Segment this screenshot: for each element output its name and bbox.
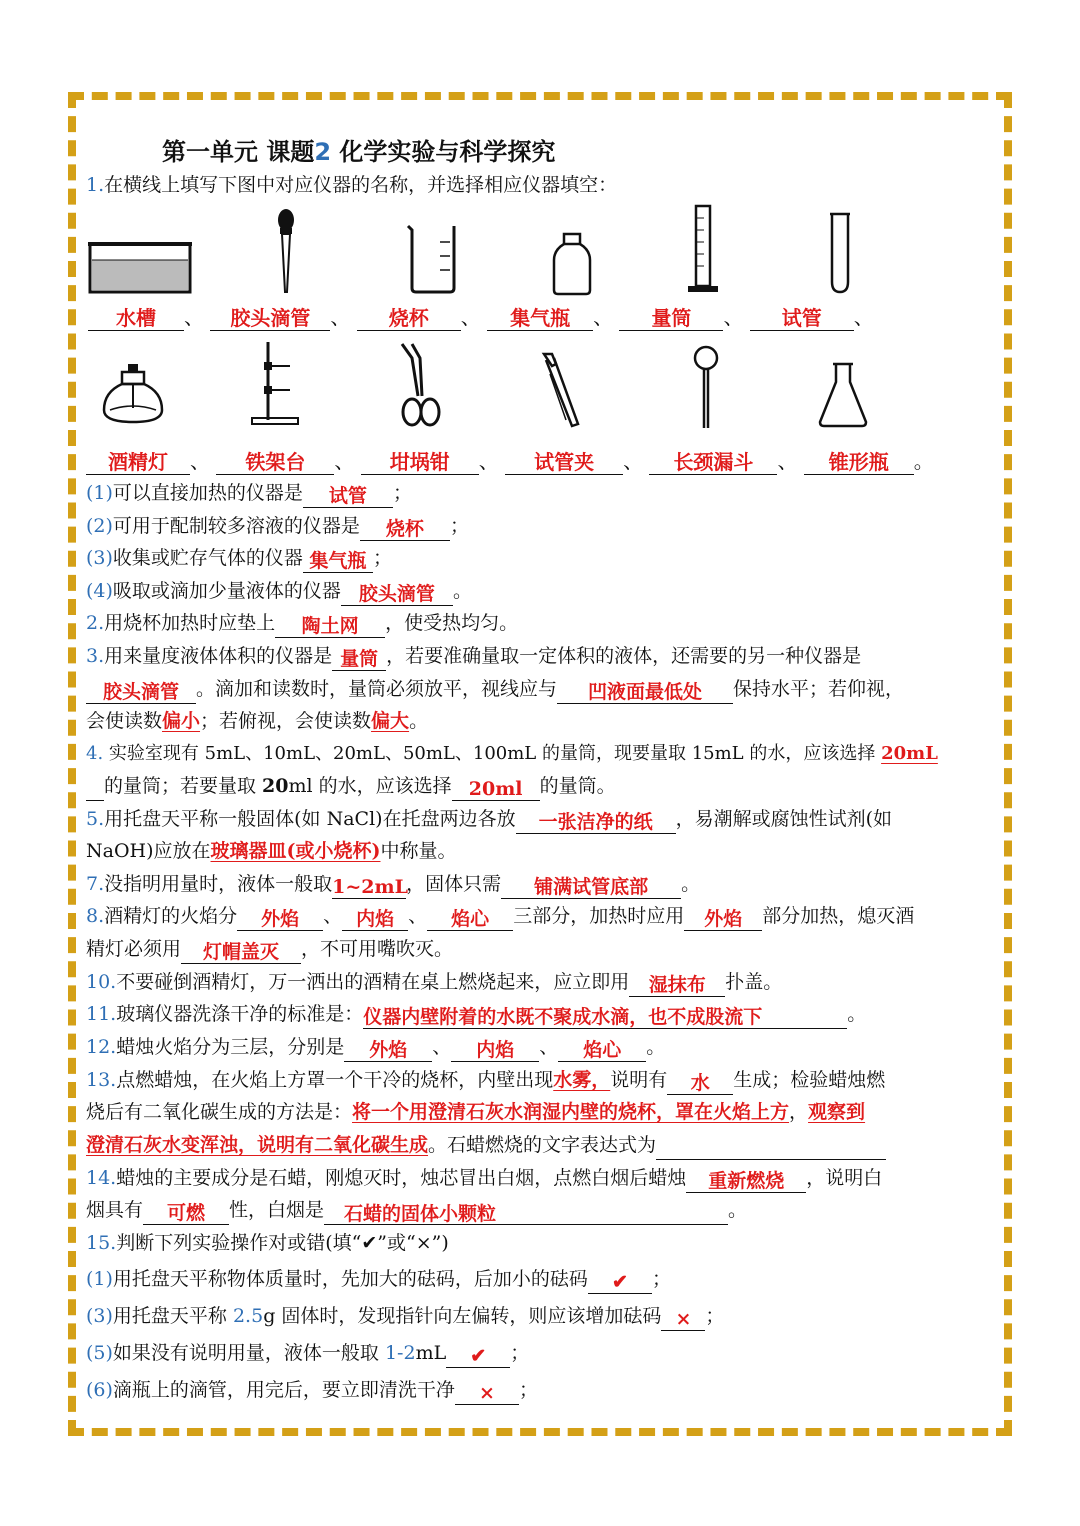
q14-line1: 14.蜡烛的主要成分是石蜡，刚熄灭时，烛芯冒出白烟，点燃白烟后蜡烛 重新燃烧 ，说明白	[86, 1167, 883, 1192]
answer-4: 集气瓶	[510, 306, 571, 330]
answer-6: 试管	[781, 306, 822, 330]
q12: 12.蜡烛火焰分为三层，分别是 外焰 、 内焰 、 焰心 。	[86, 1036, 666, 1061]
q1-sub-4: (4)吸取或滴加少量液体的仪器 胶头滴管 。	[86, 580, 472, 605]
answer-10: 试管夹	[534, 450, 595, 474]
q15-sub-1: (1)用托盘天平称物体质量时，先加大的砝码，后加小的砝码 ✔ ；	[86, 1268, 671, 1293]
q14-line2: 烟具有 可燃 性，白烟是 石蜡的固体小颗粒 。	[86, 1199, 748, 1225]
q4-line1: 4. 实验室现有 5mL、10mL、20mL、50mL、100mL 的量筒，现要量取 15mL 的水，应该选择 20mL	[86, 743, 938, 764]
q1-stem: 1.在横线上填写下图中对应仪器的名称，并选择相应仪器填空：	[86, 174, 618, 196]
q1-sub-2: (2)可用于配制较多溶液的仪器是 烧杯 ；	[86, 515, 469, 540]
q8-line1: 8.酒精灯的火焰分 外焰 、 内焰 、 焰心 三部分，加热时应用 外焰 部分加热，熄灭酒	[86, 905, 915, 930]
answer-5: 量筒	[651, 306, 692, 330]
q1-sub-3: (3)收集或贮存气体的仪器 集气瓶 ；	[86, 547, 392, 572]
q3-line3: 会使读数偏小；若俯视，会使读数偏大。	[86, 710, 429, 732]
answer-3: 烧杯	[388, 306, 429, 330]
answer-9: 坩埚钳	[389, 450, 450, 474]
water-trough-icon	[88, 238, 192, 296]
dropper-icon	[274, 208, 298, 296]
q3-line2: 胶头滴管 。滴加和读数时，量筒必须放平，视线应与 凹液面最低处 保持水平；若仰视，	[86, 674, 1000, 704]
q2: 2.用烧杯加热时应垫上 陶土网 ，使受热均匀。	[86, 612, 519, 637]
long-neck-funnel-icon	[688, 344, 724, 430]
q13-line1: 13.点燃蜡烛，在火焰上方罩一个干冷的烧杯，内壁出现水雾，说明有 水 生成；检验蜡烛燃	[86, 1069, 886, 1094]
conical-flask-icon	[818, 362, 868, 428]
q15-sub-6: (6)滴瓶上的滴管，用完后，要立即清洗干净 × ；	[86, 1379, 538, 1404]
q13-line3: 澄清石灰水变浑浊，说明有二氧化碳生成。石蜡燃烧的文字表达式为	[86, 1130, 1000, 1160]
q15-sub-3: (3)用托盘天平称 2.5g 固体时，发现指针向左偏转，则应该增加砝码 × ；	[86, 1305, 725, 1330]
answer-2: 胶头滴管	[230, 306, 311, 330]
iron-stand-icon	[250, 340, 300, 426]
beaker-icon	[404, 222, 460, 294]
q10: 10.不要碰倒酒精灯，万一洒出的酒精在桌上燃烧起来，应立即用 湿抹布 扑盖。	[86, 971, 783, 996]
q15-sub-5: (5)如果没有说明用量，液体一般取 1-2mL ✔ ；	[86, 1342, 530, 1367]
q4-line2: 的量筒；若要量取 20ml 的水，应该选择 20ml 的量筒。	[86, 771, 1000, 801]
q8-line2: 精灯必须用 灯帽盖灭 ，不可用嘴吹灭。	[86, 938, 454, 963]
answer-11: 长颈漏斗	[673, 450, 754, 474]
q15-stem: 15.判断下列实验操作对或错(填“✔”或“×”)	[86, 1232, 449, 1254]
alcohol-lamp-icon	[100, 362, 166, 426]
q13-line2: 烧后有二氧化碳生成的方法是：将一个用澄清石灰水润湿内壁的烧杯，罩在火焰上方，观察到	[86, 1101, 866, 1123]
q1-row2-answers: 酒精灯 、 铁架台 、 坩埚钳 、 试管夹 、 长颈漏斗 、 锥形瓶 。	[86, 447, 926, 475]
gas-bottle-icon	[552, 232, 592, 296]
q1-row1-answers: 水槽 、 胶头滴管 、 烧杯 、 集气瓶 、 量筒 、 试管 、	[88, 303, 918, 331]
q5-line1: 5.用托盘天平称一般固体(如 NaCl)在托盘两边各放 一张洁净的纸 ，易潮解或腐蚀性试剂(如	[86, 808, 892, 833]
q7: 7.没指明用量时，液体一般取1~2mL，固体只需 铺满试管底部 。	[86, 873, 701, 898]
crucible-tongs-icon	[392, 340, 442, 430]
q3-line1: 3.用来量度液体体积的仪器是 量筒 ，若要准确量取一定体积的液体，还需要的另一种仪器是	[86, 645, 862, 670]
answer-12: 锥形瓶	[828, 450, 889, 474]
q1-sub-1: (1)可以直接加热的仪器是 试管 ；	[86, 482, 412, 507]
page-title: 第一单元 课题2 化学实验与科学探究	[162, 138, 556, 166]
answer-8: 铁架台	[245, 450, 306, 474]
q11: 11.玻璃仪器洗涤干净的标准是：仪器内壁附着的水既不聚成水滴，也不成股流下 。	[86, 1003, 867, 1028]
q5-line2: NaOH)应放在玻璃器皿(或小烧杯)中称量。	[86, 840, 457, 862]
answer-7: 酒精灯	[108, 450, 168, 474]
tube-clamp-icon	[536, 350, 582, 430]
answer-1: 水槽	[116, 306, 156, 330]
graduated-cylinder-icon	[686, 204, 722, 296]
test-tube-icon	[828, 210, 852, 296]
